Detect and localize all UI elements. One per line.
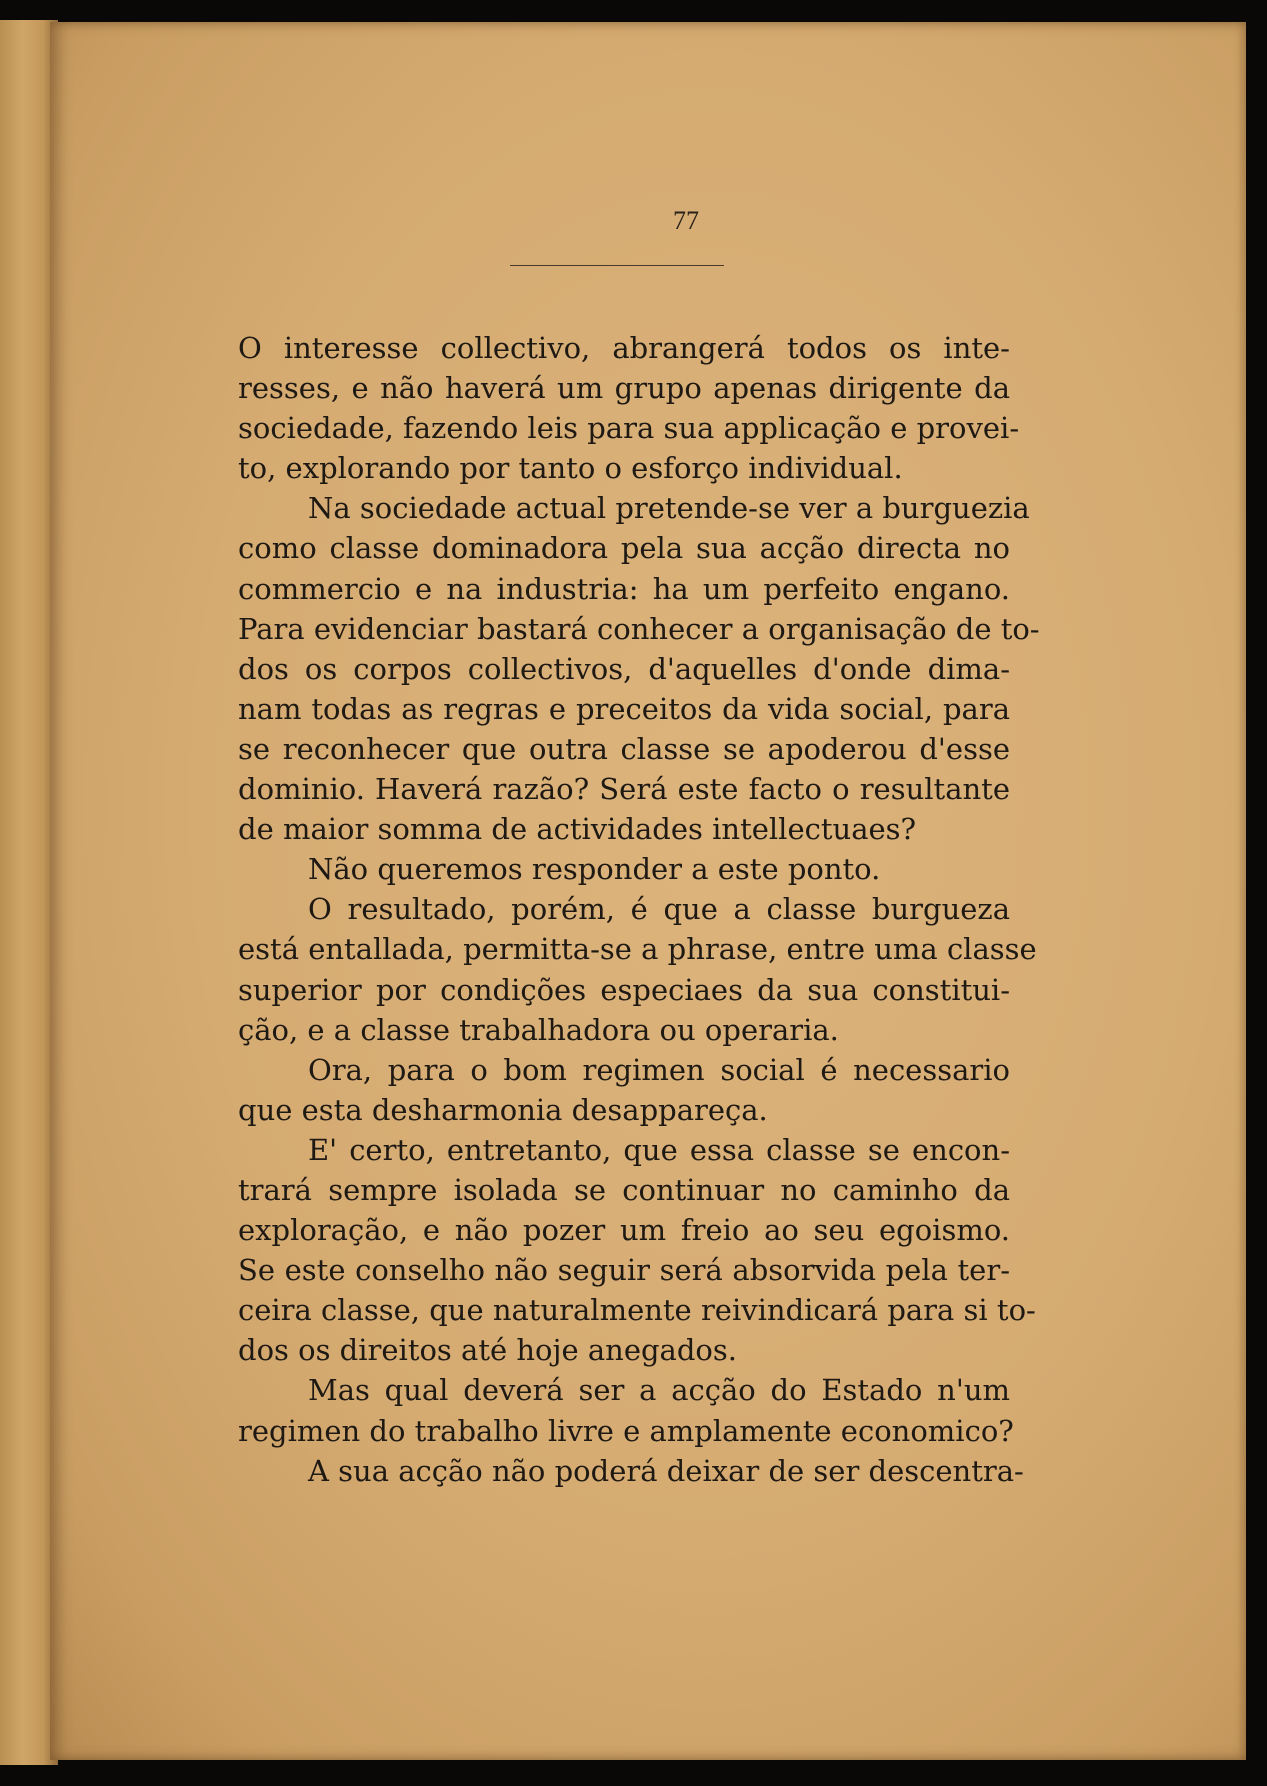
text-line: está entallada, permitta-se a phrase, entre uma classe <box>238 932 1037 967</box>
page-number: 77 <box>673 206 699 235</box>
text-line: ção, e a classe trabalhadora ou operaria. <box>238 1012 839 1047</box>
text-line: exploração, e não pozer um freio ao seu egoismo. <box>238 1213 1010 1248</box>
book-page <box>50 22 1246 1760</box>
text-line: to, explorando por tanto o esforço individual. <box>238 451 903 486</box>
text-line: dos os corpos collectivos, d'aquelles d'onde dima- <box>238 651 1010 686</box>
text-line: como classe dominadora pela sua acção directa no <box>238 531 1010 566</box>
text-line: E' certo, entretanto, que essa classe se encon- <box>308 1132 1010 1167</box>
text-line: trará sempre isolada se continuar no caminho da <box>238 1172 1010 1207</box>
text-line: Ora, para o bom regimen social é necessario <box>308 1052 1010 1087</box>
text-line: Não queremos responder a este ponto. <box>308 852 881 887</box>
text-line: commercio e na industria: ha um perfeito engano. <box>238 571 1010 606</box>
text-line: superior por condições especiaes da sua constitui- <box>238 972 1010 1007</box>
text-line: O interesse collectivo, abrangerá todos os inte- <box>238 331 1010 365</box>
text-line: Se este conselho não seguir será absorvida pela ter- <box>238 1253 1010 1288</box>
body-text <box>238 328 1040 1491</box>
text-line: regimen do trabalho livre e amplamente economico? <box>238 1413 1014 1448</box>
text-line: se reconhecer que outra classe se apoderou d'esse <box>238 731 1010 766</box>
text-line: resses, e não haverá um grupo apenas dirigente da <box>238 371 1010 406</box>
text-line: Para evidenciar bastará conhecer a organisação de to- <box>238 611 1040 646</box>
text-line: nam todas as regras e preceitos da vida social, para <box>238 691 1010 726</box>
text-line: A sua acção não poderá deixar de ser descentra- <box>308 1453 1024 1488</box>
text-line: sociedade, fazendo leis para sua applicação e provei- <box>238 411 1020 446</box>
text-line: dominio. Haverá razão? Será este facto o resultante <box>238 772 1010 807</box>
text-line: O resultado, porém, é que a classe burgueza <box>308 892 1010 927</box>
text-line: ceira classe, que naturalmente reivindicará para si to- <box>238 1293 1036 1328</box>
text-line: de maior somma de actividades intellectuaes? <box>238 812 917 847</box>
header-rule <box>510 265 724 266</box>
text-line: Mas qual deverá ser a acção do Estado n'um <box>308 1373 1010 1408</box>
text-line: Na sociedade actual pretende-se ver a burguezia <box>308 491 1030 526</box>
text-line: que esta desharmonia desappareça. <box>238 1092 768 1127</box>
text-line: dos os direitos até hoje anegados. <box>238 1333 737 1368</box>
